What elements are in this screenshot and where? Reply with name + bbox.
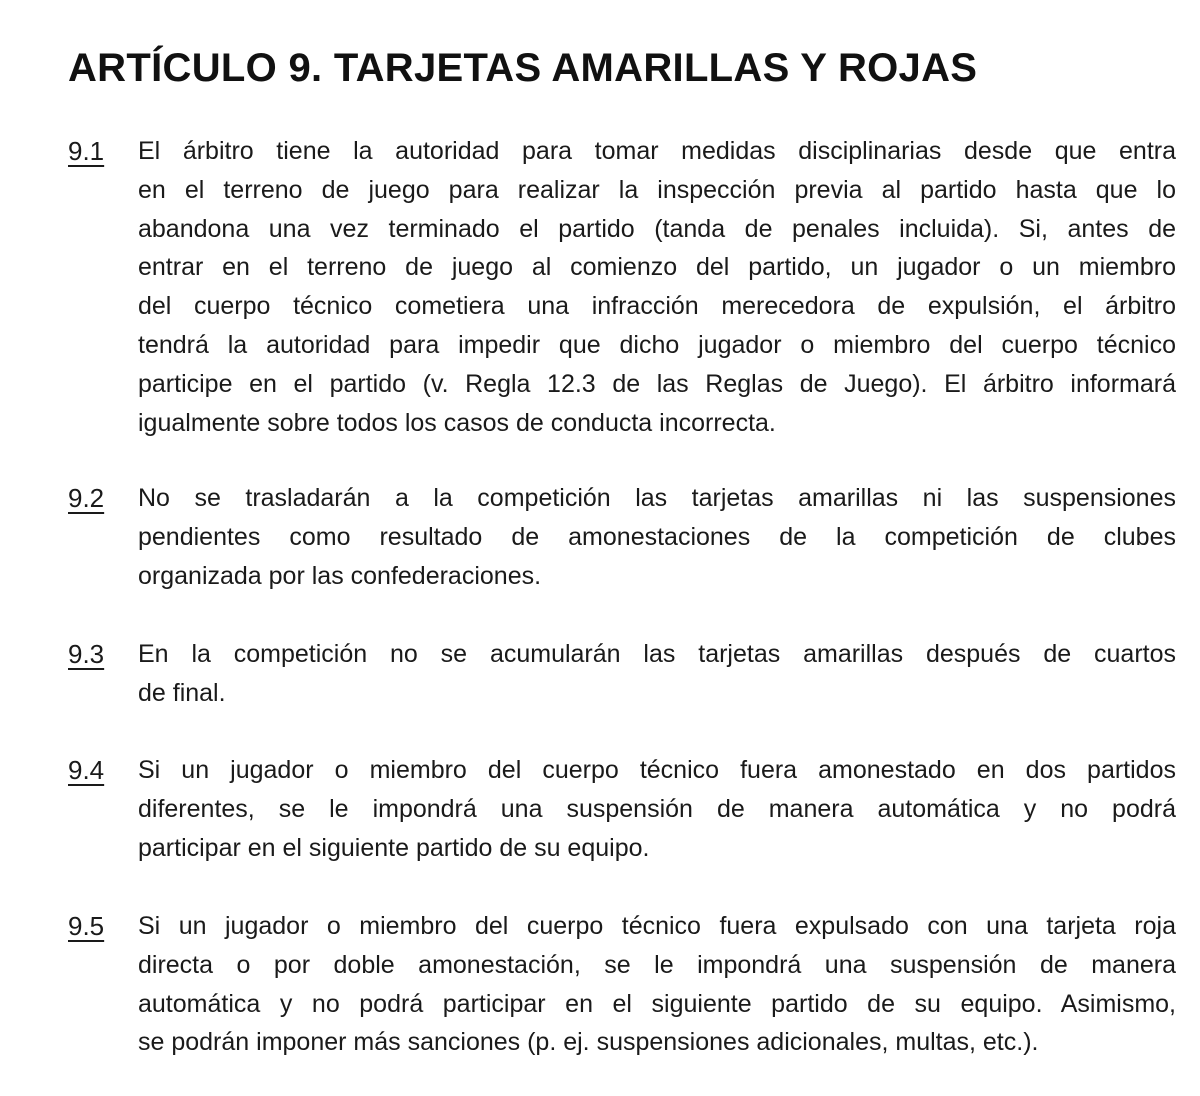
clause-line: igualmente sobre todos los casos de conducta incorrecta. <box>138 408 776 437</box>
clause-number: 9.3 <box>68 639 105 669</box>
clause-text <box>138 907 1176 1062</box>
clause-text <box>138 132 1176 442</box>
clause-text <box>138 479 1176 595</box>
clause-line: No se trasladarán a la competición las tarjetas amarillas ni las suspensiones <box>138 484 1176 512</box>
clause-line: Si un jugador o miembro del cuerpo técnico fuera expulsado con una tarjeta roja <box>138 912 1176 940</box>
clause-line: se podrán imponer más sanciones (p. ej. suspensiones adicionales, multas, etc.). <box>138 1028 1039 1057</box>
clause-number: 9.1 <box>68 136 105 166</box>
clause-line: participar en el siguiente partido de su equipo. <box>138 833 650 862</box>
clause-line: automática y no podrá participar en el siguiente partido de su equipo. Asimismo, <box>138 989 1176 1018</box>
clause-number: 9.4 <box>68 755 105 785</box>
clause-line: participe en el partido (v. Regla 12.3 de las Reglas de Juego). El árbitro informará <box>138 369 1176 398</box>
clause-line: Si un jugador o miembro del cuerpo técnico fuera amonestado en dos partidos <box>138 756 1176 784</box>
clause-line: diferentes, se le impondrá una suspensión de manera automática y no podrá <box>138 794 1176 823</box>
clause-number: 9.2 <box>68 483 105 513</box>
clause-line: entrar en el terreno de juego al comienzo del partido, un jugador o un miembro <box>138 253 1176 282</box>
clause-line: El árbitro tiene la autoridad para tomar medidas disciplinarias desde que entra <box>138 137 1176 165</box>
clause-number: 9.5 <box>68 911 105 941</box>
clause-text <box>138 635 1176 713</box>
clause-line: tendrá la autoridad para impedir que dicho jugador o miembro del cuerpo técnico <box>138 330 1176 359</box>
clause-line: En la competición no se acumularán las tarjetas amarillas después de cuartos <box>138 640 1176 668</box>
clause-line: directa o por doble amonestación, se le impondrá una suspensión de manera <box>138 950 1176 979</box>
clause-line: de final. <box>138 678 226 707</box>
clause-line: en el terreno de juego para realizar la inspección previa al partido hasta que lo <box>138 175 1176 204</box>
clause-line: abandona una vez terminado el partido (tanda de penales incluida). Si, antes de <box>138 214 1176 243</box>
clause-line: pendientes como resultado de amonestaciones de la competición de clubes <box>138 522 1176 551</box>
clause-text <box>138 751 1176 867</box>
clause-line: del cuerpo técnico cometiera una infracción merecedora de expulsión, el árbitro <box>138 292 1176 321</box>
article-title: ARTÍCULO 9. TARJETAS AMARILLAS Y ROJAS <box>68 46 978 90</box>
clause-line: organizada por las confederaciones. <box>138 561 542 590</box>
